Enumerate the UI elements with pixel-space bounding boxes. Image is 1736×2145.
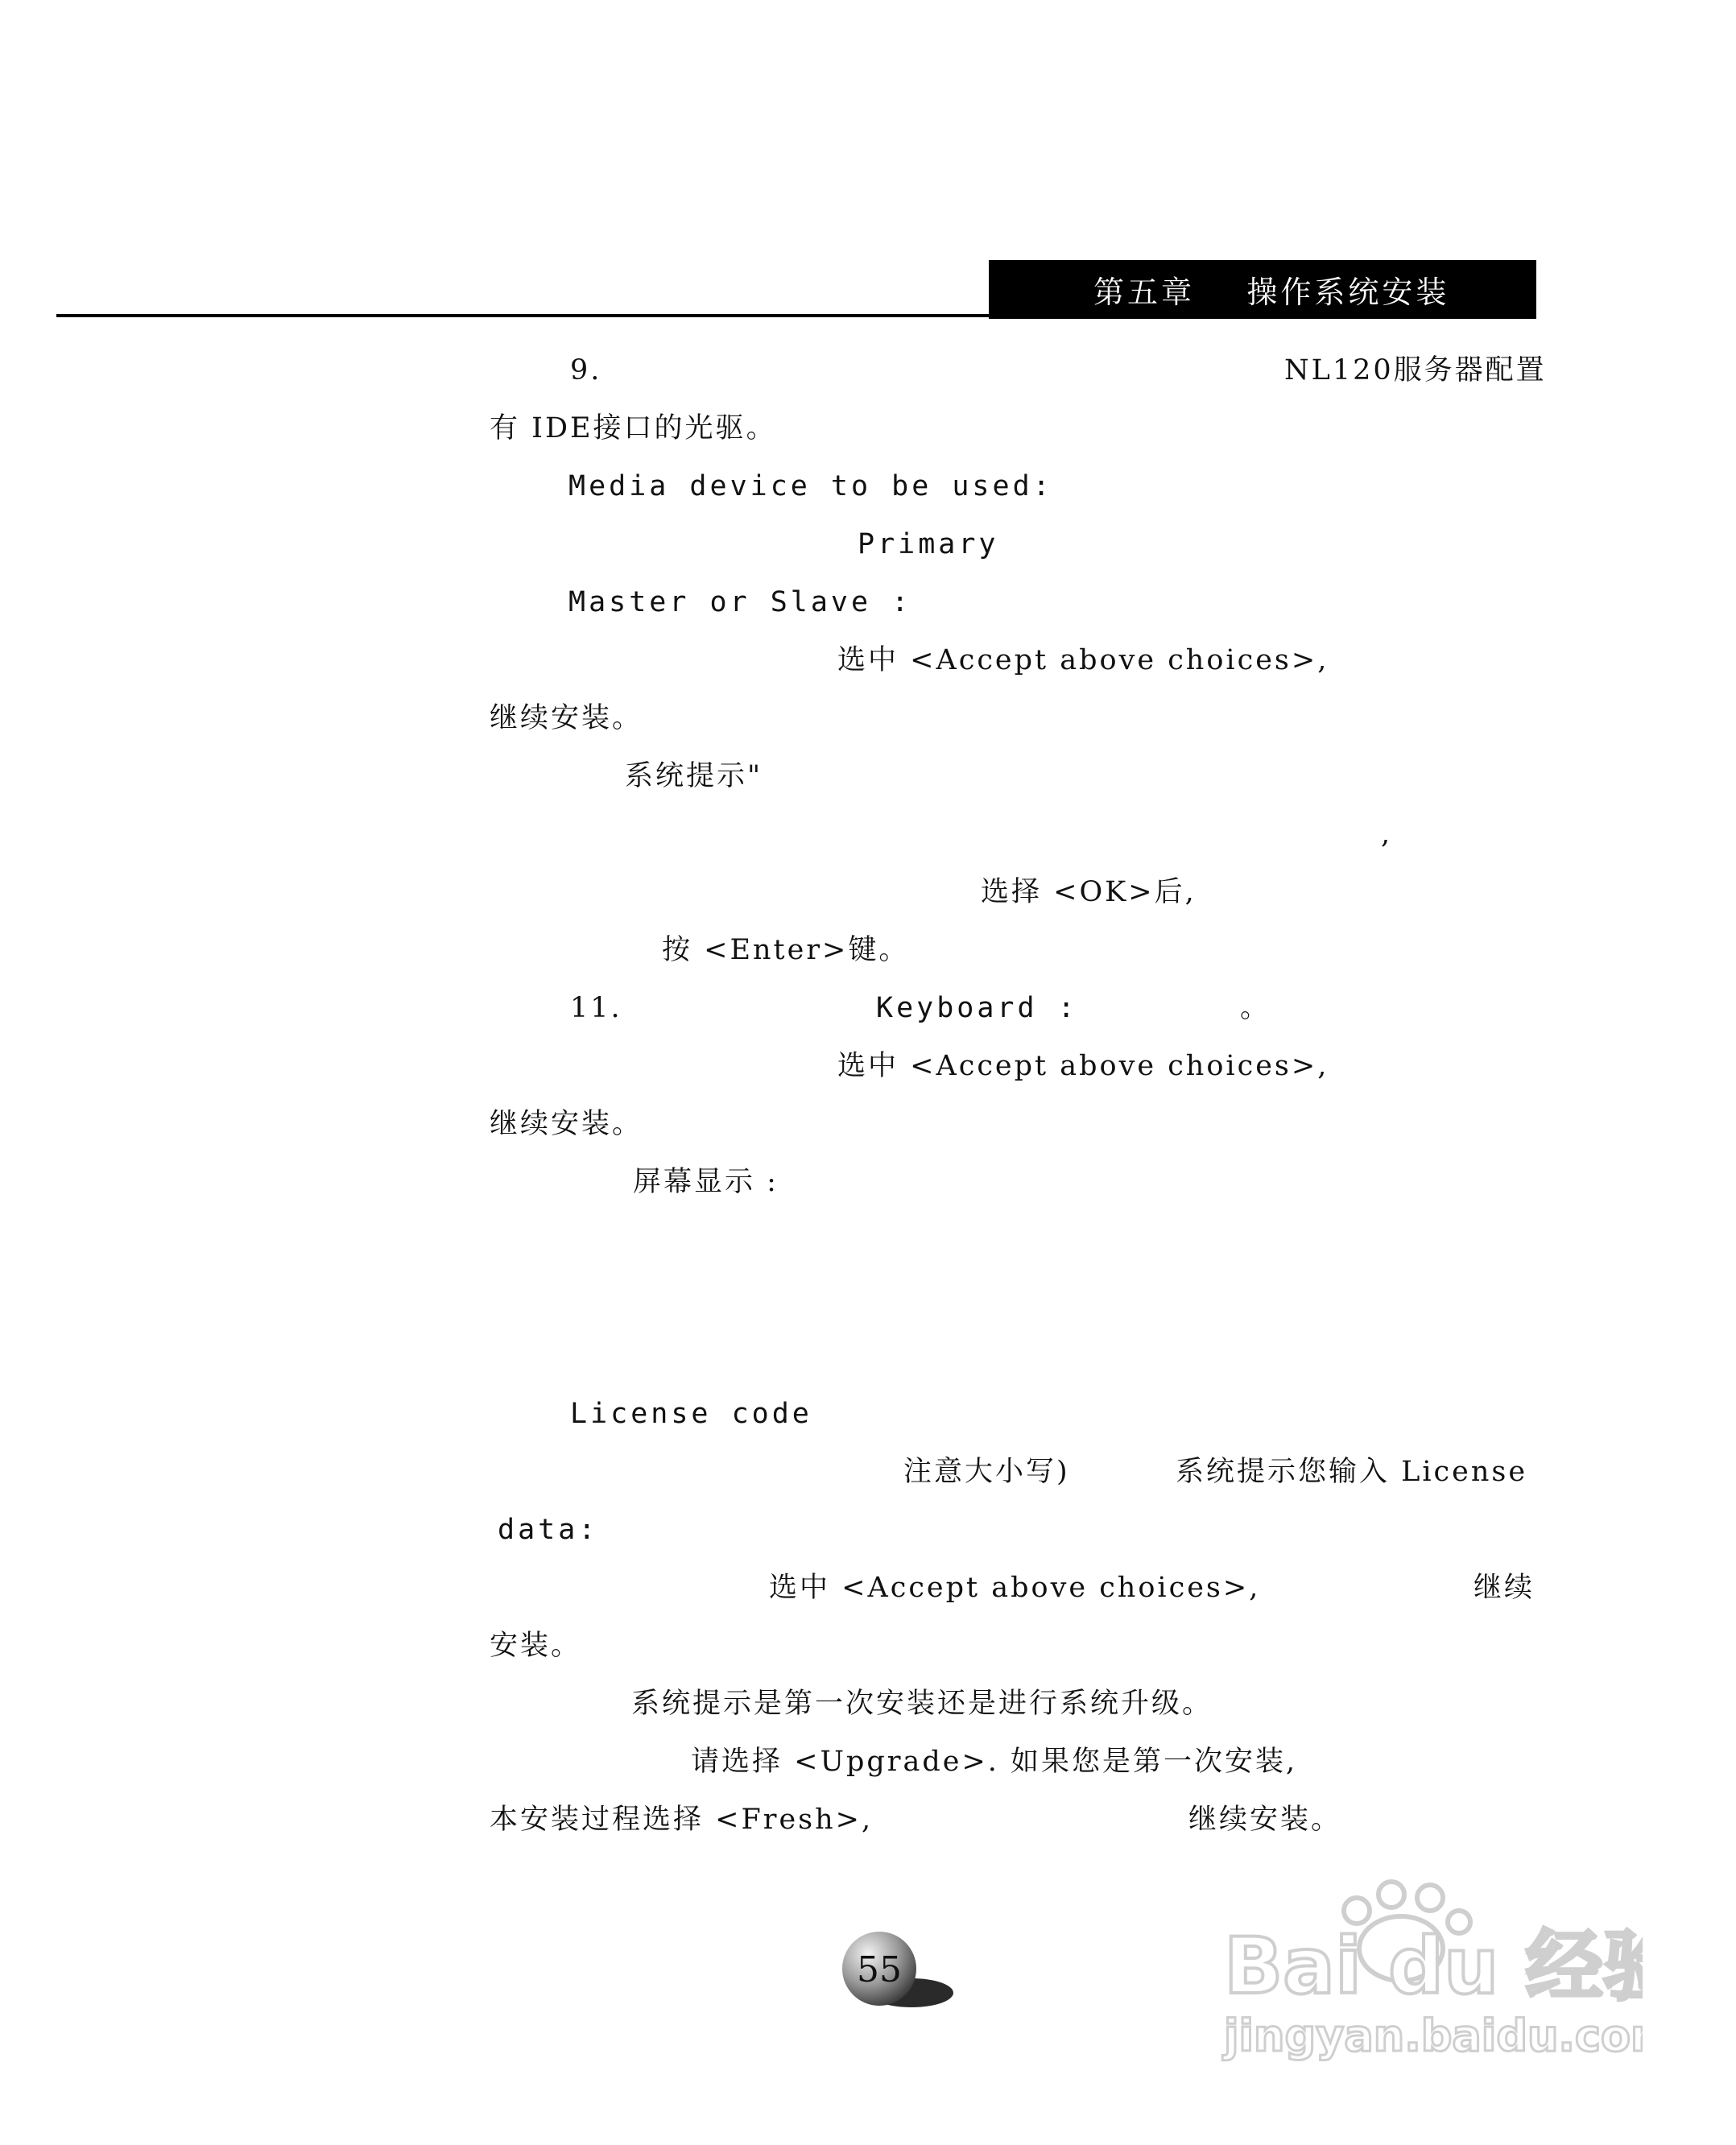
master-slave-line: Master or Slave : (568, 586, 912, 618)
trailing-mark-2: 。 (1240, 992, 1271, 1024)
watermark-url: jingyan.baidu.com (1224, 2011, 1643, 2061)
watermark-brand: Bai du 经验 (1224, 1921, 1643, 2011)
select-upgrade-line: 请选择 <Upgrade>. 如果您是第一次安装, (691, 1746, 1298, 1778)
select-fresh-line: 本安装过程选择 <Fresh>, (490, 1804, 874, 1836)
step-number-9: 9. (570, 354, 602, 386)
server-config-text: NL120服务器配置 (1284, 354, 1547, 386)
license-code-line: License code (570, 1398, 812, 1430)
license-data-line: data: (498, 1514, 599, 1546)
install-text: 安装。 (490, 1630, 582, 1662)
screen-display-line: 屏幕显示 : (633, 1166, 779, 1198)
continue-install-2: 继续安装。 (490, 1108, 643, 1140)
continue-install-1: 继续安装。 (490, 702, 643, 734)
continue-text: 继续 (1474, 1572, 1536, 1604)
page-number-badge (837, 1928, 958, 2017)
primary-line: Primary (858, 528, 999, 560)
keyboard-line: Keyboard : (876, 992, 1078, 1024)
header-rule (56, 314, 990, 317)
case-sensitive-note: 注意大小写) (903, 1456, 1070, 1488)
license-prompt-line: 系统提示您输入 License (1176, 1456, 1528, 1488)
accept-choices-line-2: 选中 <Accept above choices>, (837, 1050, 1329, 1082)
step-number-11: 11. (570, 992, 622, 1024)
baidu-watermark (1208, 1872, 1643, 2065)
press-enter-line: 按 <Enter>键。 (662, 934, 910, 966)
accept-choices-line-1: 选中 <Accept above choices>, (837, 644, 1329, 676)
trailing-mark-1: , (1381, 818, 1393, 850)
fresh-or-upgrade-line: 系统提示是第一次安装还是进行系统升级。 (631, 1688, 1213, 1720)
chapter-header (989, 260, 1536, 319)
accept-choices-line-3: 选中 <Accept above choices>, (769, 1572, 1261, 1604)
system-prompt-line: 系统提示" (625, 760, 763, 792)
ide-drive-text: 有 IDE接口的光驱。 (490, 412, 777, 444)
media-device-line: Media device to be used: (568, 470, 1053, 502)
continue-install-3: 继续安装。 (1188, 1804, 1342, 1836)
page-number: 55 (857, 1949, 902, 1990)
chapter-title: 第五章 操作系统安装 (1093, 275, 1450, 310)
select-ok-line: 选择 <OK>后, (981, 876, 1197, 908)
